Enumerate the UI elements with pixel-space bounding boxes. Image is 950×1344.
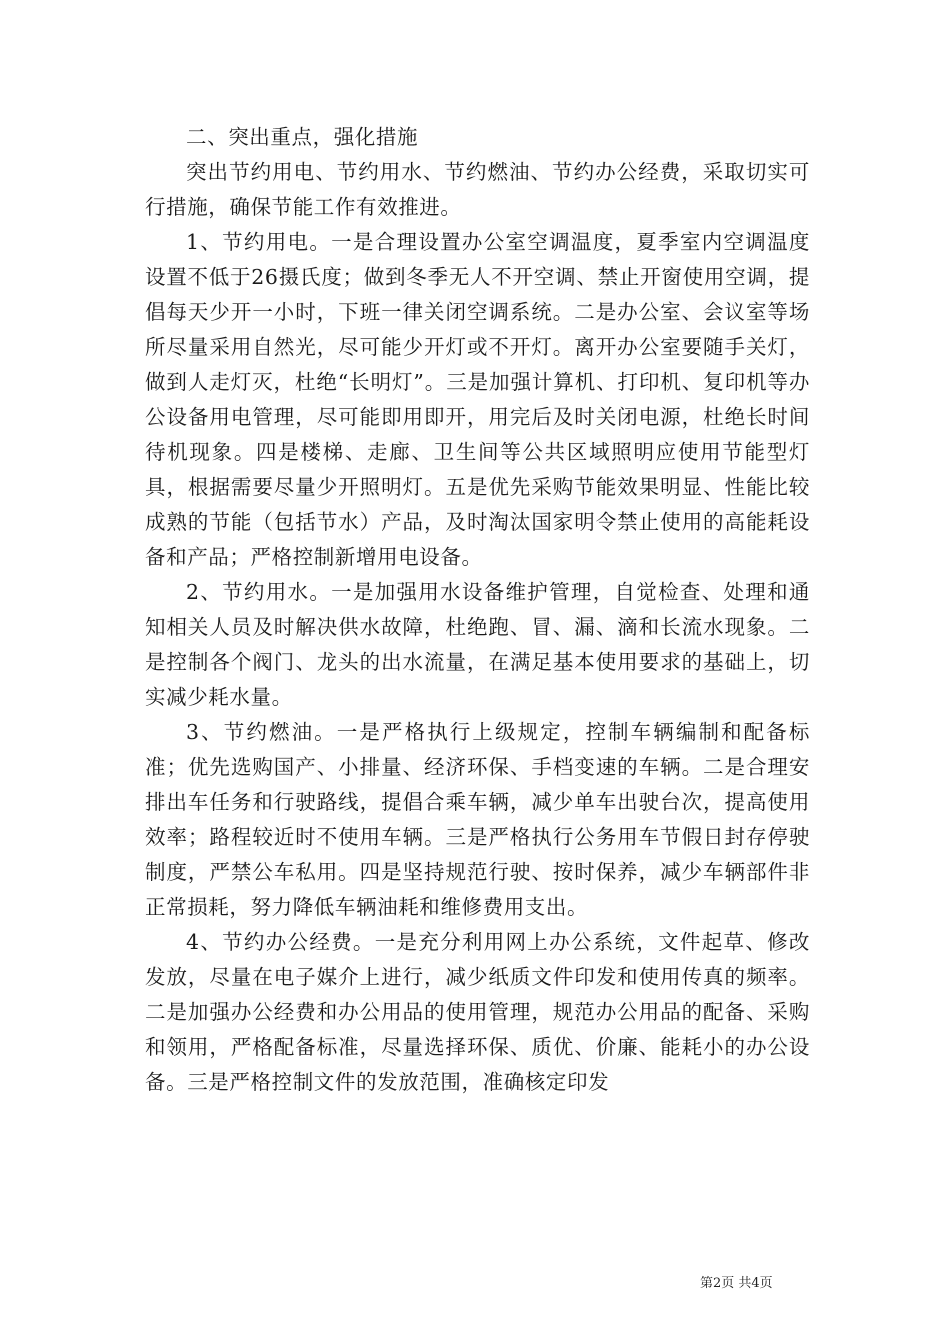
paragraph-fuel: 3、节约燃油。一是严格执行上级规定，控制车辆编制和配备标准；优先选购国产、小排量、经济环保、手档变速的车辆。二是合理安排出车任务和行驶路线，提倡合乘车辆，减少单车出驶台次，提高使用效率；路程较近时不使用车辆。三是严格执行公务用车节假日封存停驶制度，严禁公车私用。四是坚持规范行驶、按时保养，减少车辆部件非正常损耗，努力降低车辆油耗和维修费用支出。 bbox=[145, 720, 810, 919]
section-heading: 二、突出重点，强化措施 bbox=[186, 125, 419, 149]
paragraph-water: 2、节约用水。一是加强用水设备维护管理，自觉检查、处理和通知相关人员及时解决供水故障，杜绝跑、冒、漏、滴和长流水现象。二是控制各个阀门、龙头的出水流量，在满足基本使用要求的基础上，切实减少耗水量。 bbox=[145, 580, 810, 709]
intro-paragraph: 突出节约用电、节约用水、节约燃油、节约办公经费，采取切实可行措施，确保节能工作有效推进。 bbox=[145, 160, 810, 219]
paragraph-office-expenses: 4、节约办公经费。一是充分利用网上办公系统，文件起草、修改发放，尽量在电子媒介上进行，减少纸质文件印发和使用传真的频率。二是加强办公经费和办公用品的使用管理，规范办公用品的配备、采购和领用，严格配备标准，尽量选择环保、质优、价廉、能耗小的办公设备。三是严格控制文件的发放范围，准确核定印发 bbox=[145, 930, 810, 1094]
paragraph-electricity: 1、节约用电。一是合理设置办公室空调温度，夏季室内空调温度设置不低于26摄氏度；做到冬季无人不开空调、禁止开窗使用空调，提倡每天少开一小时，下班一律关闭空调系统。二是办公室、会议室等场所尽量采用自然光，尽可能少开灯或不开灯。离开办公室要随手关灯，做到人走灯灭，杜绝“长明灯”。三是加强计算机、打印机、复印机等办公设备用电管理，尽可能即用即开，用完后及时关闭电源，杜绝长时间待机现象。四是楼梯、走廊、卫生间等公共区域照明应使用节能型灯具，根据需要尽量少开照明灯。五是优先采购节能效果明显、性能比较成熟的节能（包括节水）产品，及时淘汰国家明令禁止使用的高能耗设备和产品；严格控制新增用电设备。 bbox=[145, 230, 810, 569]
page-number-footer: 第2页 共4页 bbox=[700, 1276, 773, 1291]
document-body bbox=[145, 120, 810, 1100]
